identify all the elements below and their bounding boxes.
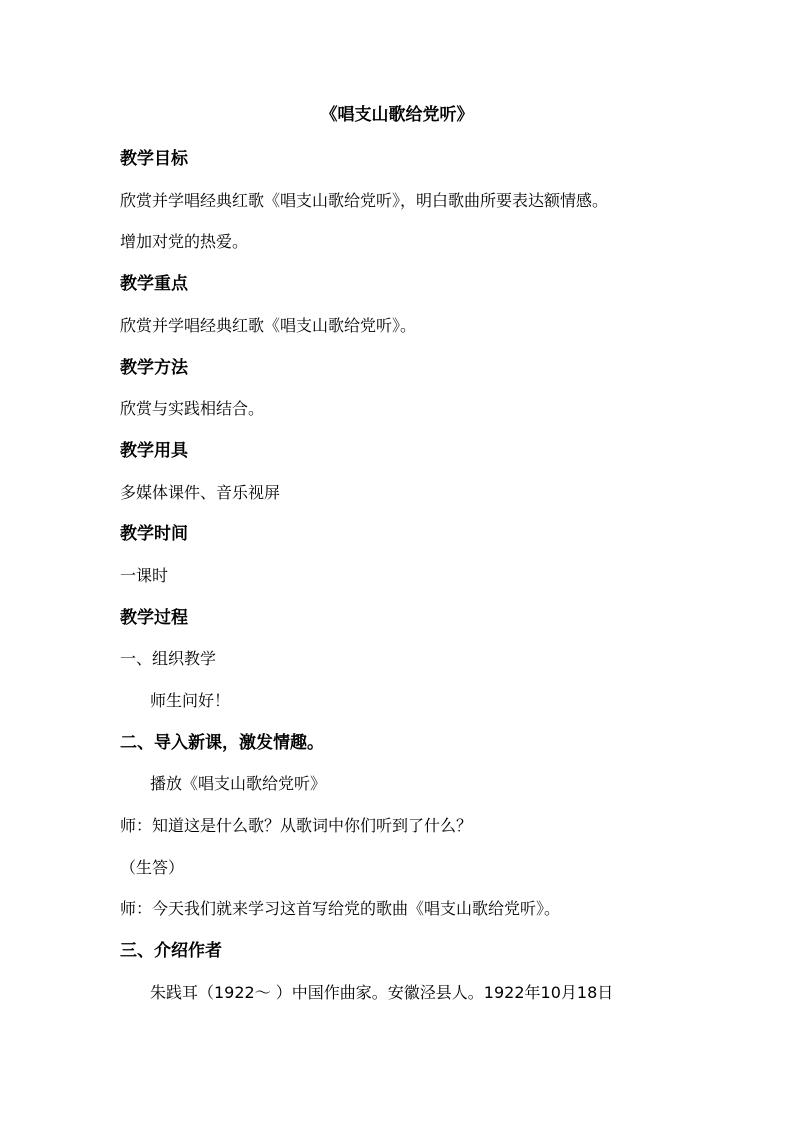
heading-teaching-time: 教学时间: [120, 524, 188, 544]
paragraph-line-indented: 师生问好！: [150, 691, 231, 710]
paragraph-line: 欣赏并学唱经典红歌《唱支山歌给党听》，明白歌曲所要表达额情感。: [120, 191, 609, 210]
paragraph-line: 欣赏并学唱经典红歌《唱支山歌给党听》。: [120, 316, 417, 335]
document-title: 《唱支山歌给党听》: [320, 105, 474, 125]
paragraph-line: 师：知道这是什么歌？从歌词中你们听到了什么？: [120, 816, 473, 835]
paragraph-line: （生答）: [120, 858, 185, 877]
paragraph-line: 增加对党的热爱。: [120, 232, 249, 251]
paragraph-line: 一课时: [120, 566, 169, 585]
paragraph-line: 师：今天我们就来学习这首写给党的歌曲《唱支山歌给党听》。: [120, 899, 561, 918]
heading-teaching-goals: 教学目标: [120, 149, 188, 169]
heading-section-three: 三、介绍作者: [120, 941, 222, 961]
heading-teaching-focus: 教学重点: [120, 274, 188, 294]
paragraph-line: 欣赏与实践相结合。: [120, 399, 265, 418]
paragraph-line: 多媒体课件、音乐视屏: [120, 483, 281, 502]
heading-section-two: 二、导入新课，激发情趣。: [120, 733, 324, 753]
paragraph-line-indented: 播放《唱支山歌给党听》: [150, 774, 327, 793]
paragraph-line: 一、组织教学: [120, 649, 217, 668]
heading-teaching-tools: 教学用具: [120, 441, 188, 461]
paragraph-line-indented: 朱践耳（1922～ ）中国作曲家。安徽泾县人。1922年10月18日: [150, 983, 614, 1002]
heading-teaching-method: 教学方法: [120, 358, 188, 378]
heading-teaching-process: 教学过程: [120, 608, 188, 628]
